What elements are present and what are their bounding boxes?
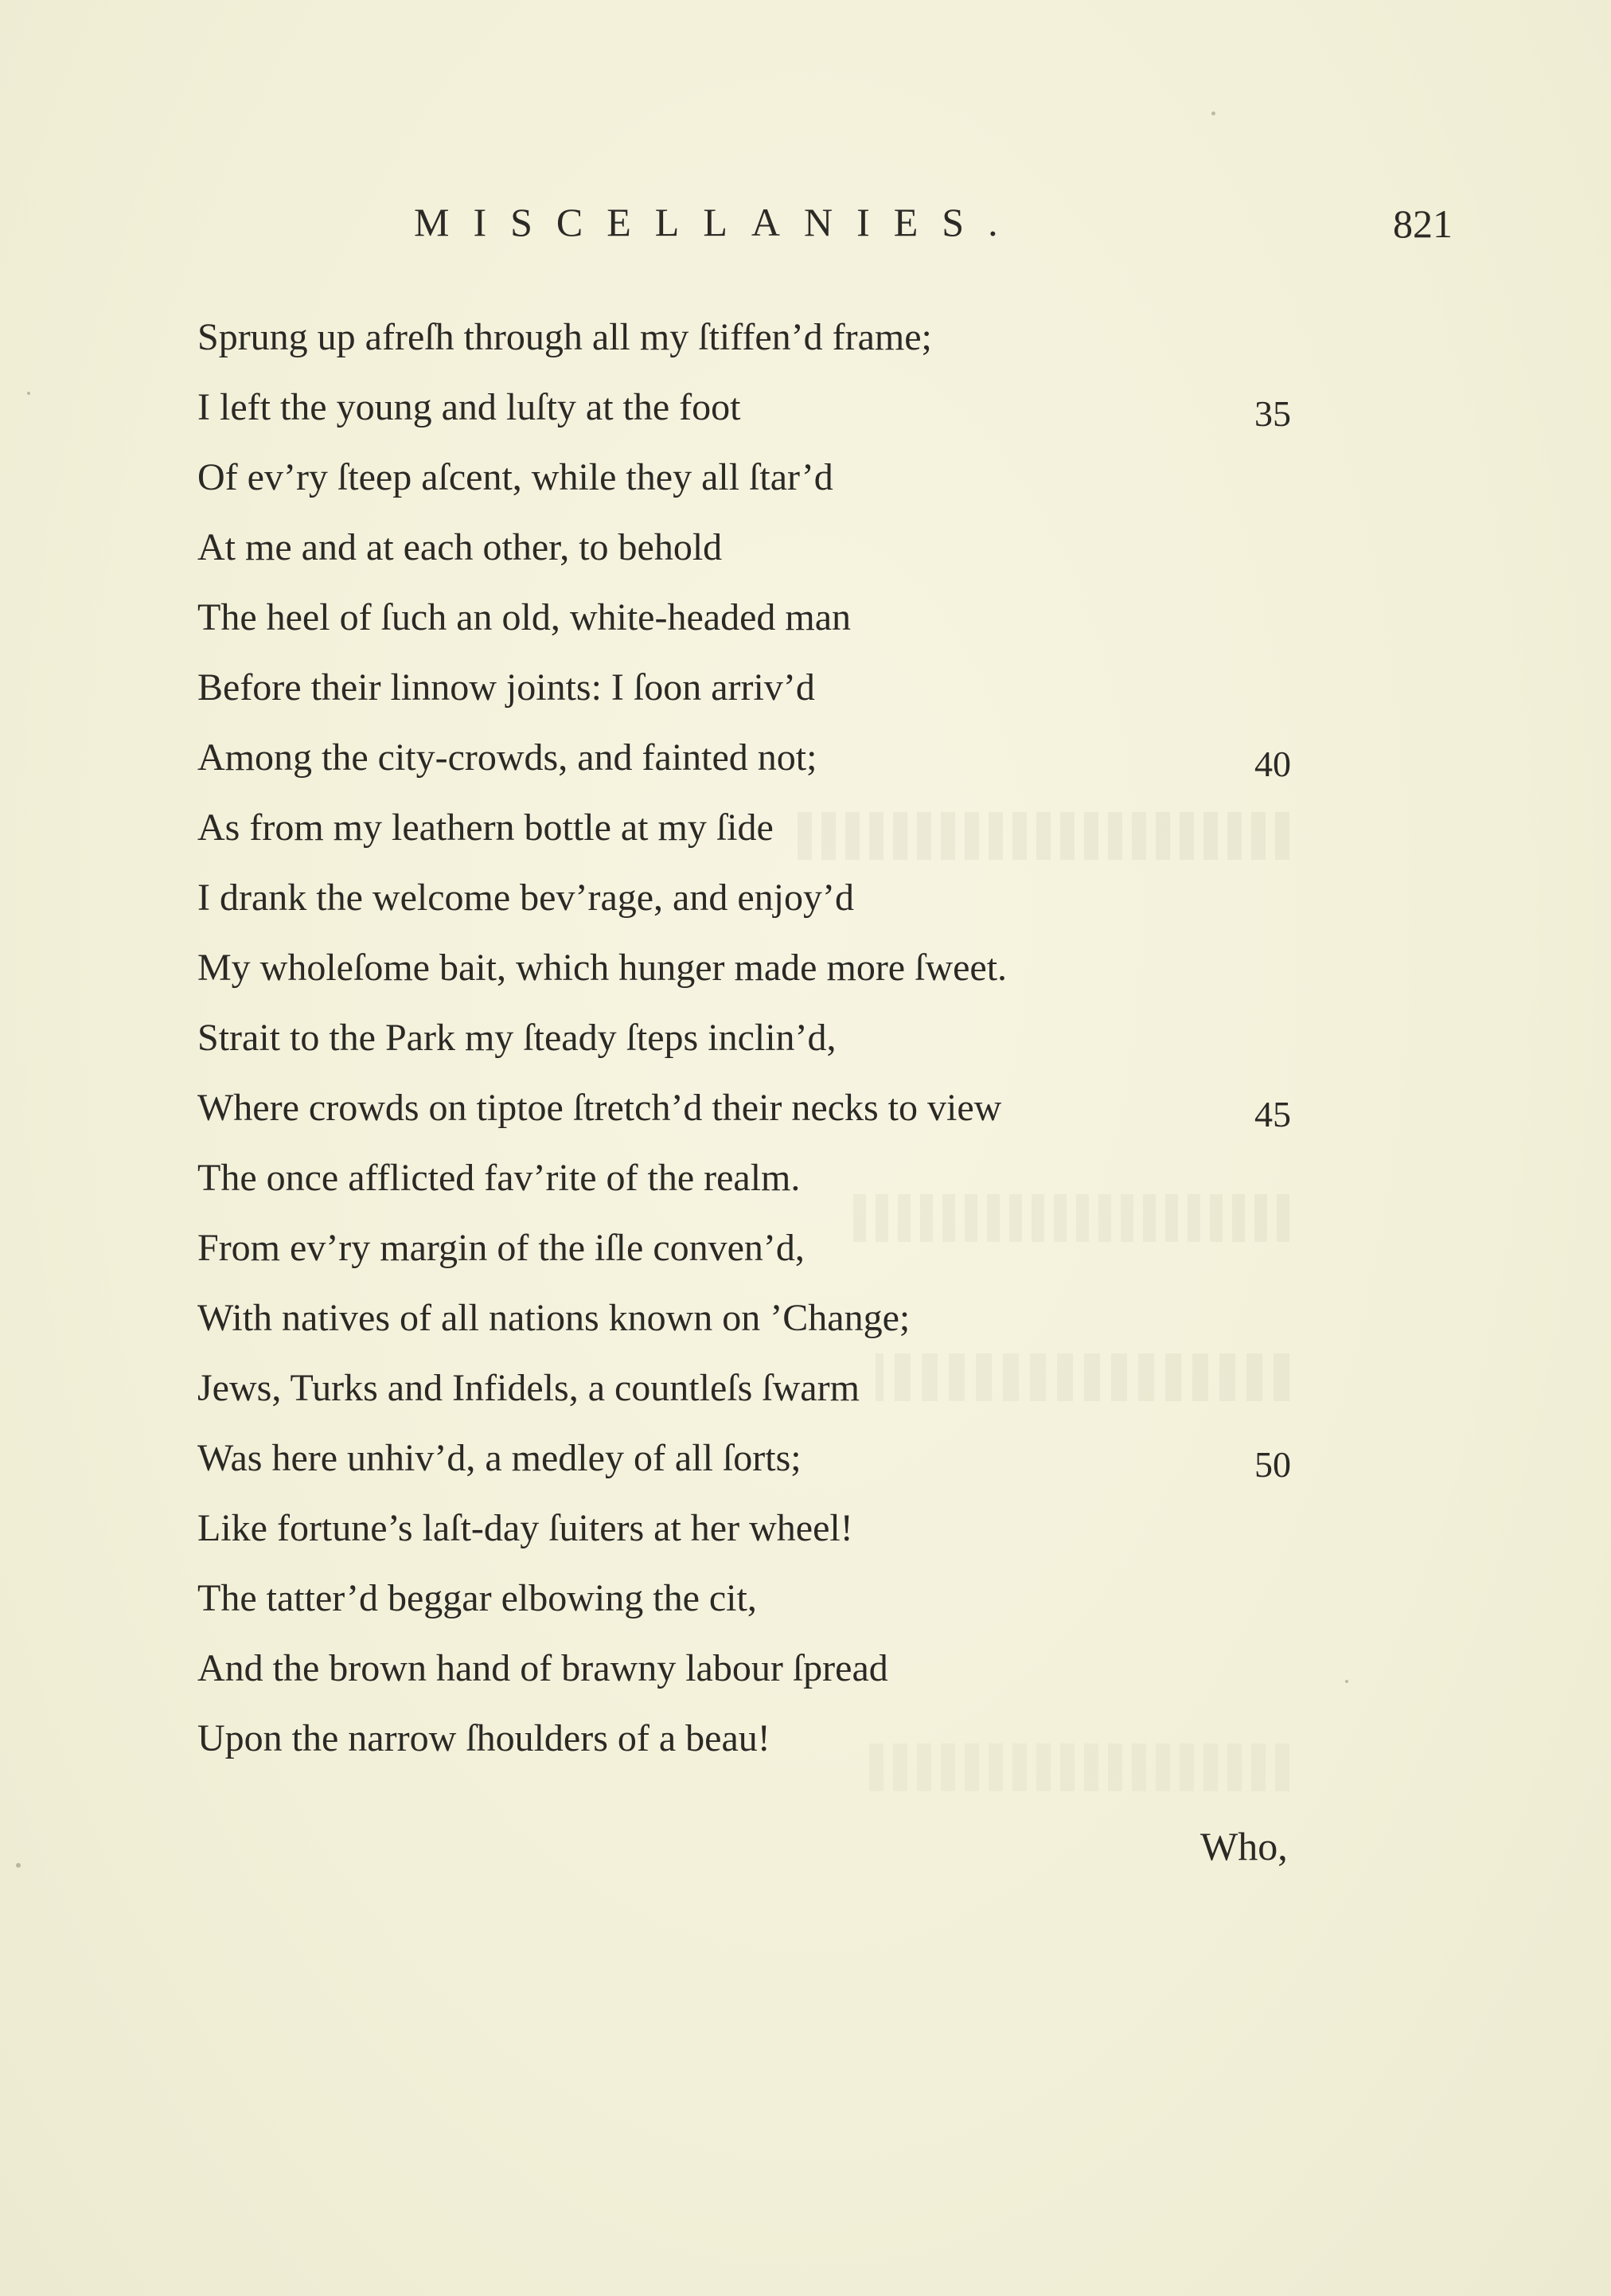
verse-text: Like fortune’s laſt-day ſuiters at her wheel! [197,1507,853,1549]
verse-line [197,793,1328,863]
line-number: 50 [1254,1444,1291,1485]
verse-line [197,303,1328,373]
verse-line [197,583,1328,653]
verse-line [197,1143,1328,1213]
catchword: Who, [1200,1824,1288,1868]
page-number: 821 [1393,201,1453,246]
verse-line [197,723,1328,793]
verse-text: I left the young and luſty at the foot [197,386,741,428]
verse-text: From ev’ry margin of the iſle conven’d, [197,1227,805,1269]
paper-speck [1345,1680,1348,1683]
verse-line [197,513,1328,583]
paper-speck [16,1863,21,1868]
line-number: 35 [1254,393,1291,434]
verse-line [197,373,1328,443]
verse-line [197,1634,1328,1704]
verse-text: And the brown hand of brawny labour ſpread [197,1647,888,1689]
verse-line [197,1073,1328,1143]
running-title: MISCELLANIES. [414,200,1022,244]
verse-text: The heel of ſuch an old, white-headed man [197,596,852,638]
verse-text: Jews, Turks and Infidels, a countleſs ſwarm [197,1367,860,1409]
verse-text: With natives of all nations known on ’Change; [197,1297,911,1339]
verse-text: Was here unhiv’d, a medley of all ſorts; [197,1437,802,1479]
verse-line [197,1353,1328,1423]
verse-line [197,1704,1328,1774]
paper-speck [1211,111,1215,115]
verse-line [197,653,1328,723]
verse-text: Strait to the Park my ſteady ſteps inclin’d, [197,1017,837,1059]
verse-line [197,1003,1328,1073]
verse-text: I drank the welcome bev’rage, and enjoy’d [197,877,854,919]
verse-text: Before their linnow joints: I ſoon arriv’d [197,666,815,709]
verse-text: The once afflicted fav’rite of the realm. [197,1157,801,1199]
verse-line [197,933,1328,1003]
verse-text: At me and at each other, to behold [197,526,723,568]
verse-line [197,1283,1328,1353]
verse-line [197,1564,1328,1634]
verse-text: As from my leathern bottle at my ſide [197,806,774,849]
line-number: 40 [1254,744,1291,784]
verse-line [197,443,1328,513]
verse-text: Among the city-crowds, and fainted not; [197,736,817,779]
verse-text: Sprung up afreſh through all my ſtiffen’d frame; [197,316,932,358]
verse-text: Of ev’ry ſteep aſcent, while they all ſtar’d [197,456,833,498]
poem-verse [197,303,1328,1774]
verse-line [197,1423,1328,1494]
paper-speck [27,392,30,395]
line-number: 45 [1254,1094,1291,1134]
verse-text: The tatter’d beggar elbowing the cit, [197,1577,757,1619]
verse-text: Upon the narrow ſhoulders of a beau! [197,1717,770,1759]
verse-line [197,1213,1328,1283]
verse-line [197,1494,1328,1564]
verse-text: Where crowds on tiptoe ſtretch’d their necks to view [197,1087,1002,1129]
verse-line [197,863,1328,933]
verse-text: My wholeſome bait, which hunger made more ſweet. [197,947,1008,989]
